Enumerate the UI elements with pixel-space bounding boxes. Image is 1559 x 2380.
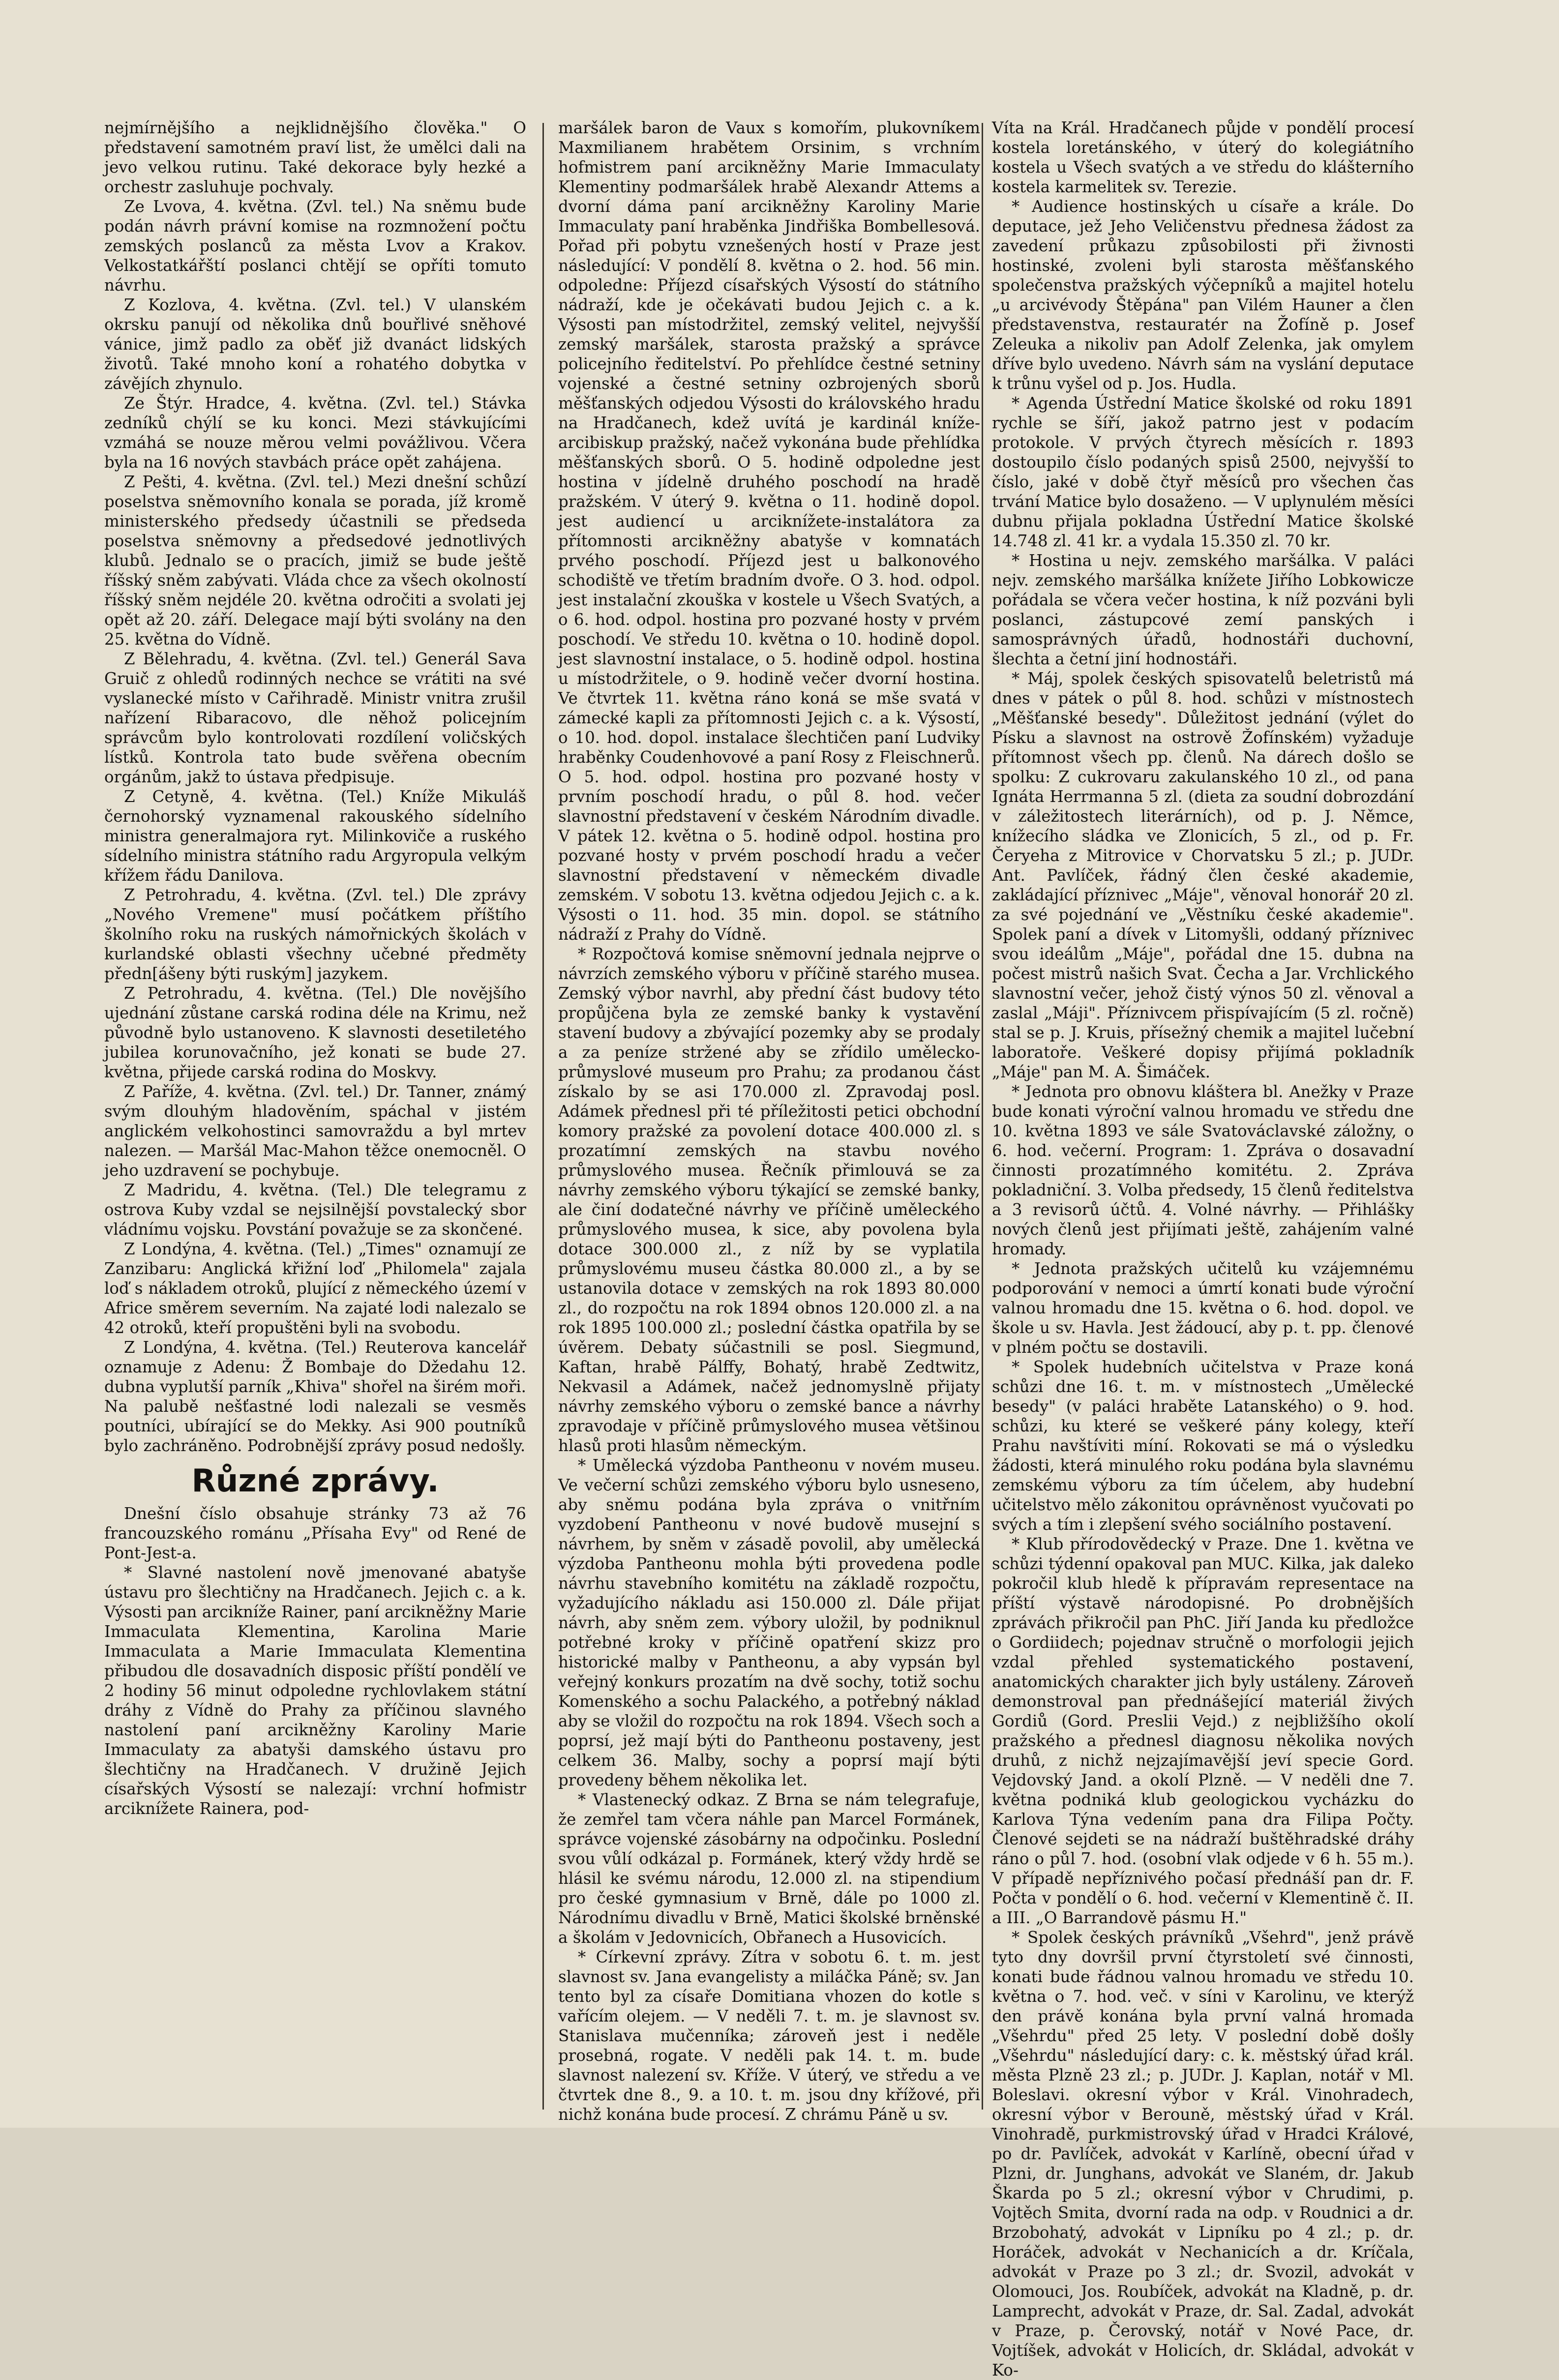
page-header (104, 93, 1414, 108)
news-item-vsehrd: * Spolek českých právníků „Všehrd", jenž právě tyto dny dovršil první čtyrstoletí své činnosti, konati bude řádnou valnou hromadu ve středu 10. května o 7. hod. več. v síni v Karolinu, ve kterýž den právě konána byla první valná hromada „Všehrdu" před 25 lety. V poslední době došly „Všehrdu" následující dary: c. k. městský úřad král. města Plzně 23 zl.; p. JUDr. J. Kaplan, notář v Ml. Boleslavi. okresní výbor v Král. Vinohradech, okresní výbor v Berouně, městský úřad v Král. Vinohradě, purkmistrovský úřad v Hradci Králové, po dr. Pavlíček, advokát v Karlíně, obecní úřad v Plzni, dr. Junghans, advokát ve Slaném, dr. Jakub Škarda po 5 zl.; okresní výbor v Chrudimi, p. Vojtěch Smita, dvorní rada na odp. v Roudnici a dr. Brzobohatý, advokát v Lipníku po 4 zl.; p. dr. Horáček, advokát v Nechanicích a dr. Kríčala, advokát v Praze po 3 zl.; dr. Svozil, advokát v Olomouci, Jos. Roubíček, advokát na Kladně, p. dr. Lamprecht, advokát v Praze, dr. Sal. Zadal, advokát v Praze, p. Čerovský, notář v Nové Pace, dr. Vojtíšek, advokát v Holicích, dr. Skládal, advokát v Ko- (992, 1928, 1414, 2380)
news-item-roman: Dnešní číslo obsahuje stránky 73 až 76 francouzského románu „Přísaha Evy" od René de Pont-Jest-a. (104, 1504, 526, 1562)
news-item-belehrad: Z Bělehradu, 4. května. (Zvl. tel.) Generál Sava Gruič z ohledů rodinných nechce se vrátiti na své vyslanecké místo v Cařihradě. Ministr vnitra zrušil nařízení Ribaracovo, dle něhož policejním správcům bylo kontrolovati rozdílení voličských lístků. Kontrola tato bude svěřena obecním orgánům, jakž to ústava předpisuje. (104, 650, 526, 786)
article-paragraph: maršálek baron de Vaux s komořím, plukovníkem Maxmilianem hrabětem Orsinim, s vrchním hofmistrem paní arcikněžny Marie Immaculaty Klementiny podmaršálek hrabě Alexandr Attems a dvorní dáma paní arcikněžny Karoliny Marie Immaculaty paní hraběnka Jindřiška Bombellesová. Pořad při pobytu vznešených hostí v Praze jest následující: V pondělí 8. května o 2. hod. 56 min. odpoledne: Příjezd císařských Výsostí do státního nádraží, kde je očekávati budou Jejich c. a k. Výsosti pan místodržitel, zemský velitel, nejvyšší zemský maršálek, starosta pražský a správce policejního ředitelství. Po přehlídce čestné setniny vojenské a čestné setniny ozbrojených sborů měšťanských odjedou Výsosti do královského hradu na Hradčanech, kdež uvítá je kardinál kníže-arcibiskup pražský, načež vykonána bude přehlídka měšťanských sborů. O 5. hodině odpoledne jest hostina v jídelně druhého poschodí na hradě pražském. V úterý 9. května o 11. hodině dopol. jest audiencí u arciknížete-instalátora za přítomnosti arcikněžny abatyše v komnatách prvého poschodí. Příjezd jest u balkonového schodiště ve třetím bradním dvoře. O 3. hod. odpol. jest instalační zkouška v kostele u Všech Svatých, a o 6. hod. odpol. hostina pro pozvané hosty v prvém poschodí. Ve středu 10. května o 10. hodině dopol. jest slavnostní instalace, o 5. hodině odpol. hostina u místodržitele, o 9. hodině večer dvorní hostina. Ve čtvrtek 11. května ráno koná se mše svatá v zámecké kapli za přítomnosti Jejich c. a k. Výsostí, o 10. hod. dopol. instalace šlechtičen paní Ludviky hraběnky Coudenhovové a paní Rosy z Fleischnerů. O 5. hod. odpol. hostina pro pozvané hosty v prvním poschodí hradu, o půl 8. hod. večer slavnostní představení v českém Národním divadle. V pátek 12. května o 5. hodině odpol. hostina pro pozvané hosty v prvém poschodí hradu a večer slavnostní představení v německém divadle zemském. V sobotu 13. května odjedou Jejich c. a k. Výsosti o 11. hod. 35 min. dopol. se státního nádraží z Prahy do Vídně. (558, 119, 980, 944)
news-item-petrohrad-1: Z Petrohradu, 4. května. (Zvl. tel.) Dle zprávy „Nového Vremene" musí počátkem příštího školního roku na ruských námořnických školách v kurlandské oblasti všechny učebné předměty předn[ášeny býti ruským] jazykem. (104, 886, 526, 983)
news-item-madrid: Z Madridu, 4. května. (Tel.) Dle telegramu z ostrova Kuby vzdal se nejsilnější povstalecký sbor vládnímu vojsku. Povstání považuje se za skončené. (104, 1181, 526, 1239)
news-item-maj: * Máj, spolek českých spisovatelů beletristů má dnes v pátek o půl 8. hod. schůzi v místnostech „Měšťanské besedy". Důležitost jednání (výlet do Písku a slavnost na ostrově Žofínském) vyžaduje přítomnost všech pp. členů. Na dárech došlo se spolku: Z cukrovaru zakulanského 10 zl., od pana Ignáta Herrmanna 5 zl. (dieta za soudní dobrozdání v záležitostech literárních), od p. J. Němce, knížecího sládka ve Zlonicích, 5 zl., od p. Fr. Čeryeha z Mitrovice v Chorvatsku 5 zl.; p. JUDr. Ant. Pavlíček, řádný člen české akademie, zakládající příznivec „Máje", věnoval honorář 20 zl. za své pojednání ve „Věstníku české akademie". Spolek paní a dívek v Litomyšli, oddaný příznivec svou ideálům „Máje", pořádal dne 15. dubna na počest mistrů našich Svat. Čecha a Jar. Vrchlického slavnostní večer, jehož čistý výnos 50 zl. věnoval a zaslal „Máji". Příznivcem přispívajícím (5 zl. ročně) stal se p. J. Kruis, přísežný chemik a majitel lučební laboratoře. Veškeré dopisy přijímá pokladník „Máje" pan M. A. Šimáček. (992, 669, 1414, 1081)
news-item-rozpoctova-komise: * Rozpočtová komise sněmovní jednala nejprve o návrzích zemského výboru v příčině starého musea. Zemský výbor navrhl, aby přední část budovy této propůjčena byla ze zemské banky k vystavění stavení budovy a zbývající pozemky aby se prodaly a za peníze stržené aby se zřídilo umělecko-průmyslové museum pro Prahu; za prodanou část získalo by se asi 170.000 zl. Zpravodaj posl. Adámek přednesl při té příležitosti petici obchodní komory pražské za povolení dotace 400.000 zl. s prozatímní zemských na stavbu nového průmyslového musea. Řečník přimlouvá se za návrhy zemského výboru týkající se zemské banky, ale činí dodatečné návrhy ve příčině uměleckého průmyslového musea, k sice, aby povolena byla dotace 300.000 zl., z níž by se vyplatila průmyslovému museu částka 80.000 zl., a by se ustanovila dotace v zemských na rok 1893 80.000 zl., do rozpočtu na rok 1894 obnos 120.000 zl. a na rok 1895 100.000 zl.; poslední částka opatřila by se úvěrem. Debaty súčastnili se posl. Siegmund, Kaftan, hrabě Pálffy, Bohatý, hrabě Zedtwitz, Nekvasil a Adámek, načež jednomyslně přijaty návrhy zemského výboru o zemské bance a návrhy zpravodaje v příčině průmyslového musea většinou hlasů proti hlasům německým. (558, 945, 980, 1455)
news-item-cetyne: Z Cetyně, 4. května. (Tel.) Kníže Mikuláš černohorský vyznamenal rakouského sídelního ministra generalmajora ryt. Milinkoviče a ruského sídelního ministra státního radu Argyropula velkým křížem řádu Danilova. (104, 787, 526, 885)
column-2 (558, 118, 980, 2124)
column-divider (542, 123, 544, 2110)
news-item-audience: * Audience hostinských u císaře a krále. Do deputace, jež Jeho Veličenstvu přednesa žádost za zavedení průkazu způsobilosti při živnosti hostinské, zvoleni byli starosta měšťanského společenstva pražských výčepníků a majitel hotelu „u arcivévody Štěpána" pan Vilém Hauner a člen představenstva, restauratér na Žofíně p. Josef Zeleuka a nikoliv pan Adolf Zelenka, jak omylem dříve bylo uvedeno. Návrh sám na vyslání deputace k trůnu vyšel od p. Jos. Hudla. (992, 197, 1414, 393)
article-paragraph: Víta na Král. Hradčanech půjde v pondělí procesí kostela loretánského, v úterý do kolegiátního kostela u Všech svatých a ve středu do klášterního kostela karmelitek sv. Terezie. (992, 119, 1414, 196)
article-paragraph: nejmírnějšího a nejklidnějšího člověka." O představení samotném praví list, že umělci dali na jevo velkou rutinu. Také dekorace byly hezké a orchestr zasluhuje pochvaly. (104, 119, 526, 196)
section-heading: Různé zprávy. (191, 1463, 439, 1499)
news-item-pantheon: * Umělecká výzdoba Pantheonu v novém museu. Ve večerní schůzi zemského výboru bylo usneseno, aby sněmu podána byla zpráva o vnitřním vyzdobení Pantheonu v nové budově musejní s návrhem, by sněm v zásadě povolil, aby umělecká výzdoba Pantheonu mohla býti provedena podle návrhu stavebního komitétu na základě rozpočtu, vyžadujícího nákladu asi 150.000 zl. Dále přijat návrh, aby sněm zem. výbory uložil, by podniknul potřebné kroky v příčině opatření skizz pro historické malby v Pantheonu, a aby vypsán byl veřejný konkurs prozatím na dvě sochy, totiž sochu Komenského a sochu Palackého, a potřebný náklad aby se vložil do rozpočtu na rok 1894. Všech soch a poprsí, jež mají býti do Pantheonu postaveny, jest celkem 36. Malby, sochy a poprsí mají býti provedeny během několika let. (558, 1456, 980, 1789)
news-item-londyn-2: Z Londýna, 4. května. (Tel.) Reuterova kancelář oznamuje z Adenu: Ž Bombaje do Džedahu 12. dubna vyplutší parník „Khiva" shořel na širém moři. Na palubě nešťastné lodi nalezali se vesměs poutníci, ubírající se do Mekky. Asi 900 poutníků bylo zachráněno. Podrobnější zprávy posud nedošly. (104, 1338, 526, 1455)
news-item-pariz: Z Paříže, 4. května. (Zvl. tel.) Dr. Tanner, známý svým dlouhým hladověním, spáchal v jistém anglickém velkohostinci samovraždu a byl mrtev nalezen. — Maršál Mac-Mahon těžce onemocněl. O jeho uzdravení se pochybuje. (104, 1082, 526, 1180)
column-divider (982, 123, 983, 2110)
news-item-prirodovedecky: * Klub přírodovědecký v Praze. Dne 1. května ve schůzi týdenní opakoval pan MUC. Kilka, jak daleko pokročil klub hledě k přípravám representace na příští výstavě národopisné. Po drobnějších zprávách přikročil pan PhC. Jiří Janda ku předložce o Gordiidech; pojednav stručně o morfologii jejich vzdal přehled systematického postavení, anatomických charakter jich byly ustáleny. Zároveň demonstroval pan přednášející materiál živých Gordiů (Gord. Preslii Vejd.) z nejbližšího okolí pražského a přednesl diagnosu několika nových druhů, z nichž nejzajímavější jeví specie Gord. Vejdovský Jand. a okolí Plzně. — V neděli dne 7. května podniká klub geologickou vycházku do Karlova Týna vedením pana dra Filipa Počty. Členové sejdeti se na nádraží buštěhradské dráhy ráno o půl 7. hod. (osobní vlak odjede v 6 h. 55 m.). V případě nepříznivého počasí přednáší pan dr. F. Počta v pondělí o 6. hod. večerní v Klementině č. II. a III. „O Barrandově pásmu H." (992, 1535, 1414, 1927)
news-item-hradec: Ze Štýr. Hradce, 4. května. (Zvl. tel.) Stávka zedníků chýlí se ku konci. Mezi stávkujícími vzmáhá se nouze měrou velmi povážlivou. Včera byla na 16 nových stavbách práce opět zahájena. (104, 394, 526, 472)
news-item-hostina: * Hostina u nejv. zemského maršálka. V paláci nejv. zemského maršálka knížete Jiřího Lobkowicze pořádala se včera večer hostina, k níž pozváni byli poslanci, zástupcové zemí panských i samosprávných úřadů, hodnostáři duchovní, šlechta a četní jiní hodnostáři. (992, 551, 1414, 668)
news-item-lvov: Ze Lvova, 4. května. (Zvl. tel.) Na sněmu bude podán návrh právní komise na rozmnožení počtu zemských poslanců za města Lvov a Krakov. Velkostatkářští poslanci chtějí se opříti tomuto návrhu. (104, 197, 526, 295)
news-item-pest: Z Pešti, 4. května. (Zvl. tel.) Mezi dnešní schůzí poselstva sněmovního konala se porada, jíž kromě ministerského předsedy účastnili se předseda poselstva sněmovny a předsedové jednotlivých klubů. Jednalo se o pracích, jimiž se bude ještě říšský sněm zabývati. Vláda chce za všech okolností říšský sněm nejdéle 20. května odročiti a svolati jej opět až 20. září. Delegace mají býti svolány na den 25. května do Vídně. (104, 473, 526, 649)
column-1 (104, 118, 526, 2110)
news-item-kozlov: Z Kozlova, 4. května. (Zvl. tel.) V ulanském okrsku panují od několika dnů bouřlivé sněhové vánice, jimž padlo za oběť již dvanáct lidských životů. Také mnoho koní a rohatého dobytka v závějích zhynulo. (104, 296, 526, 393)
column-3 (992, 118, 1414, 2380)
news-item-cirkevni: * Církevní zprávy. Zítra v sobotu 6. t. m. jest slavnost sv. Jana evangelisty a miláčka Páně; sv. Jan tento byl za císaře Domitiana vhozen do kotle s vařícím olejem. — V neděli 7. t. m. je slavnost sv. Stanislava mučenníka; zároveň jest i neděle prosebná, rogate. V neděli pak 14. t. m. bude slavnost nalezení sv. Kříže. V úterý, ve středu a ve čtvrtek dne 8., 9. a 10. t. m. jsou dny křížové, při nichž konána bude procesí. Z chrámu Páně u sv. (558, 1948, 980, 2124)
news-item-anezka: * Jednota pro obnovu kláštera bl. Anežky v Praze bude konati výroční valnou hromadu ve středu dne 10. května 1893 ve sále Svatováclavské záložny, o 6. hod. večerní. Program: 1. Zpráva o dosavadní činnosti prozatímného komitétu. 2. Zpráva pokladniční. 3. Volba předsedy, 15 členů ředitelstva a 3 revisorů účtů. 4. Volné návrhy. — Přihlášky nových členů jest přijímati ještě, zahájením valné hromady. (992, 1082, 1414, 1258)
news-item-petrohrad-2: Z Petrohradu, 4. května. (Tel.) Dle novějšího ujednání zůstane carská rodina déle na Krimu, než původně bylo ustanoveno. K slavnosti desetiletého jubilea korunovačního, jež konati se bude 27. května, přijede carská rodina do Moskvy. (104, 984, 526, 1081)
news-item-hudebni: * Spolek hudebních učitelstva v Praze koná schůzi dne 16. t. m. v místnostech „Umělecké besedy" (v paláci hraběte Latanského) o 9. hod. schůzi, ku které se veškeré pány kolegy, kteří Prahu navštíviti míní. Rokovati se má o výsledku žádosti, která minulého roku podána byla slavnému zemskému výboru za tím účelem, aby hudební učitelstvo mělo zákonitou oprávněnost vyučovati po svých a tím i zlepšení svého sociálního postavení. (992, 1358, 1414, 1534)
news-item-jednota-ucitelu: * Jednota pražských učitelů ku vzájemnému podporování v nemoci a úmrtí konati bude výroční valnou hromadu dne 15. května o 6. hod. dopol. ve škole u sv. Havla. Jest žádoucí, aby p. t. pp. členové v plném počtu se dostavili. (992, 1259, 1414, 1357)
news-item-matice: * Agenda Ústřední Matice školské od roku 1891 rychle se šíří, jakož patrno jest v podacím protokole. V prvých čtyrech měsících r. 1893 dostoupilo číslo podaných spisů 2500, nejvyšší to číslo, jaké v době čtyř měsíců pro všechen čas trvání Matice bylo dosaženo. — V uplynulém měsíci dubnu přijala pokladna Ústřední Matice školské 14.748 zl. 41 kr. a vydala 15.350 zl. 70 kr. (992, 394, 1414, 550)
news-item-odkaz: * Vlastenecký odkaz. Z Brna se nám telegrafuje, že zemřel tam včera náhle pan Marcel Formánek, správce vojenské zásobárny na odpočinku. Poslední svou vůlí odkázal p. Formánek, který vždy hrdě se hlásil ke svému národu, 12.000 zl. na stipendium pro české gymnasium v Brně, dále po 1000 zl. Národnímu divadlu v Brně, Matici školské brněnské a školám v Jedovnicích, Obřanech a Husovicích. (558, 1790, 980, 1947)
news-item-abatyse: * Slavné nastolení nově jmenované abatyše ústavu pro šlechtičny na Hradčanech. Jejich c. a k. Výsosti pan arcikníže Rainer, paní arcikněžny Marie Immaculata Klementina, Karolina Marie Immaculata a Marie Immaculata Klementina přibudou dle dosavadních disposic příští pondělí ve 2 hodiny 56 minut odpoledne rychlovlakem státní dráhy z Vídně do Prahy za příčinou slavného nastolení paní arcikněžny Karoliny Marie Immaculaty za abatyši damského ústavu pro šlechtičny na Hradčanech. V družině Jejich císařských Výsostí se nalezají: vrchní hofmistr arciknížete Rainera, pod- (104, 1563, 526, 1818)
news-item-londyn-1: Z Londýna, 4. května. (Tel.) „Times" oznamují ze Zanzibaru: Anglická křižní loď „Philomela" zajala loď s nákladem otroků, plující z německého území v Africe směrem severním. Na zajaté lodi nalezalo se 42 otroků, kteří propuštěni byli na svobodu. (104, 1240, 526, 1337)
